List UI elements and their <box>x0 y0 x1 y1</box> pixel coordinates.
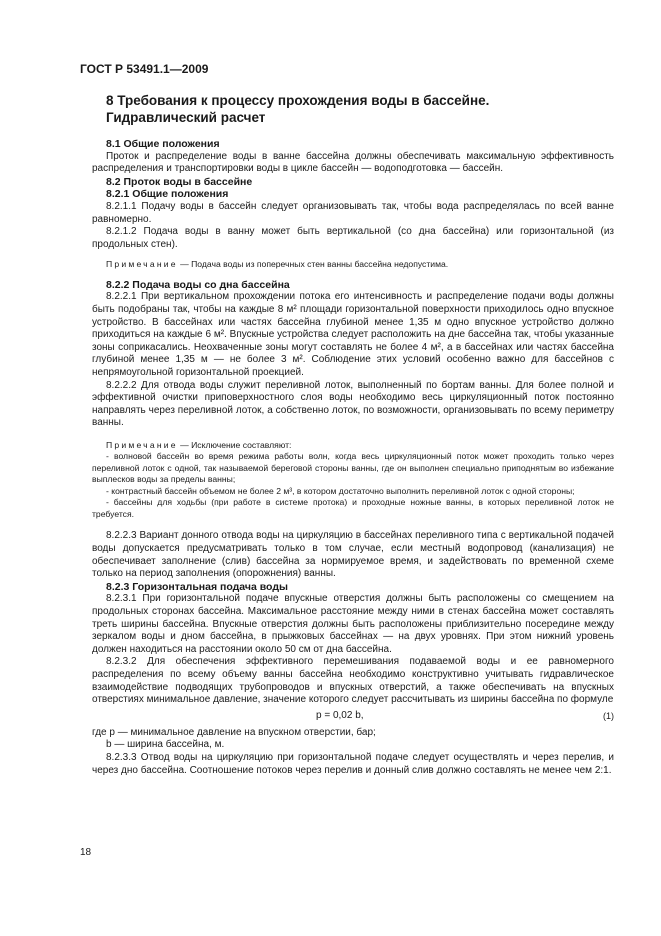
page-number: 18 <box>80 847 92 858</box>
document-code: ГОСТ Р 53491.1—2009 <box>80 62 209 76</box>
formula-1 <box>92 707 614 727</box>
formula-number: (1) <box>603 710 614 721</box>
section-title <box>106 92 614 126</box>
section-title-line-2: Гидравлический расчет <box>106 110 266 125</box>
section-title-line-1: 8 Требования к процессу прохождения воды в бассейне. <box>106 93 490 108</box>
paragraph-8-1: Проток и распределение воды в ванне бассейна должны обеспечивать максимальную эффективность распределения и транспортировки воды в цикле бассейн — водоподготовка — бассейн. <box>92 150 614 175</box>
heading-8-2-2: 8.2.2 Подача воды со дна бассейна <box>106 278 290 291</box>
paragraph-8-2-2-3: 8.2.2.3 Вариант донного отвода воды на циркуляцию в бассейнах переливного типа с вертикальной подачей воды допускается предусматривать только в том случае, если местный водопровод (канализация) не обеспечивает заполнение (слив) бассейна за нормируемое время, и задействовать по временной схеме только на период заполнения (опорожнения) ванны. <box>92 530 614 580</box>
note-text: — Подача воды из поперечных стен ванны бассейна недопустима. <box>177 259 449 270</box>
paragraph-8-2-2-2: 8.2.2.2 Для отвода воды служит переливной лоток, выполненный по бортам ванны. Для более полной и эффективной очистки приповерхностного слоя воды необходимо весь циркуляционный поток постоянно направлять через переливной лоток, а собственно лоток, по возможности, организовывать по всему периметру ванны. <box>92 379 614 429</box>
paragraph-8-2-2-1: 8.2.2.1 При вертикальном прохождении потока его интенсивность и распределение подачи воды должны быть подобраны так, чтобы на каждые 8 м² площади горизонтальной поверхности приходилось одно впускное устройство. В бассейнах или частях бассейна глубиной менее 1,35 м одно впускное устройство должно приходиться на каждые 6 м². Впускные устройства следует расположить на дне бассейна так, чтобы указанные зоны соприкасались. Неохваченные зоны могут составлять не более 4 м², а в бассейнах или частях бассейна глубиной менее 1,35 м — не более 3 м². Соблюдение этих условий особенно важно для бассейнов с непрямоугольной горизонтальной проекцией. <box>92 291 614 378</box>
heading-8-2-1: 8.2.1 Общие положения <box>106 188 229 201</box>
heading-8-1: 8.1 Общие положения <box>106 138 220 150</box>
note-item: - волновой бассейн во время режима работы волн, когда весь циркуляционный поток может проходить только через переливной лоток с одной, так называемой береговой стороны ванны, где он выполнен специально приподнятым во избежание выплесков воды за пределы ванны; <box>92 451 614 485</box>
formula-legend-p: где p — минимальное давление на впускном отверстии, бар; <box>92 726 376 738</box>
formula-legend-b: b — ширина бассейна, м. <box>106 739 225 751</box>
paragraph-8-2-3-2: 8.2.3.2 Для обеспечения эффективного перемешивания подаваемой воды и ее равномерного распределения по всему объему ванны бассейна необходимо конструктивно учитывать гидравлическое взаимодействие подводящих трубопроводов и впускных отверстий, а также обеспечивать на впускных отверстиях минимальное давление, значение которого следует рассчитывать из ширины бассейна по формуле <box>92 656 614 706</box>
paragraph-8-2-1-1: 8.2.1.1 Подачу воды в бассейн следует организовывать так, чтобы вода распределялась по всей ванне равномерно. <box>92 200 614 225</box>
page-content <box>92 92 614 777</box>
paragraph-8-2-3-3: 8.2.3.3 Отвод воды на циркуляцию при горизонтальной подаче следует осуществлять и через перелив, и через дно бассейна. Соотношение потоков через перелив и донный слив должно составлять не менее чем 2:1. <box>92 751 614 776</box>
heading-8-2: 8.2 Проток воды в бассейне <box>106 175 253 188</box>
note-intro: — Исключение составляют: <box>177 439 292 450</box>
formula-expression: p = 0,02 b, <box>316 709 364 721</box>
paragraph-8-2-1-2: 8.2.1.2 Подача воды в ванну может быть вертикальной (со дна бассейна) или горизонтальной (из продольных стен). <box>92 226 614 250</box>
note-item: - контрастный бассейн объемом не более 2 м³, в котором достаточно выполнить переливной лоток с одной стороны; <box>106 485 575 496</box>
paragraph-8-2-3-1: 8.2.3.1 При горизонтальной подаче впускные отверстия должны быть расположены со смещением на продольных сторонах бассейна. Максимальное расстояние между ними в стенах бассейна может составлять треть ширины бассейна. Впускные отверстия должны быть расположены приблизительно посередине между зеркалом воды и дном бассейна, в прыжковых бассейнах — на двух уровнях. При этом нижний уровень должен находиться на расстоянии около 50 см от дна бассейна. <box>92 593 614 655</box>
note-item: - бассейны для ходьбы (при работе в системе протока) и проходные ножные ванны, в которых переливной лоток не требуется. <box>92 497 614 519</box>
note-8-2-2 <box>92 440 614 452</box>
note-label: Примечание <box>106 259 178 270</box>
note-8-2-1 <box>92 259 614 271</box>
heading-8-2-3: 8.2.3 Горизонтальная подача воды <box>106 580 288 593</box>
note-label: Примечание <box>106 439 178 450</box>
